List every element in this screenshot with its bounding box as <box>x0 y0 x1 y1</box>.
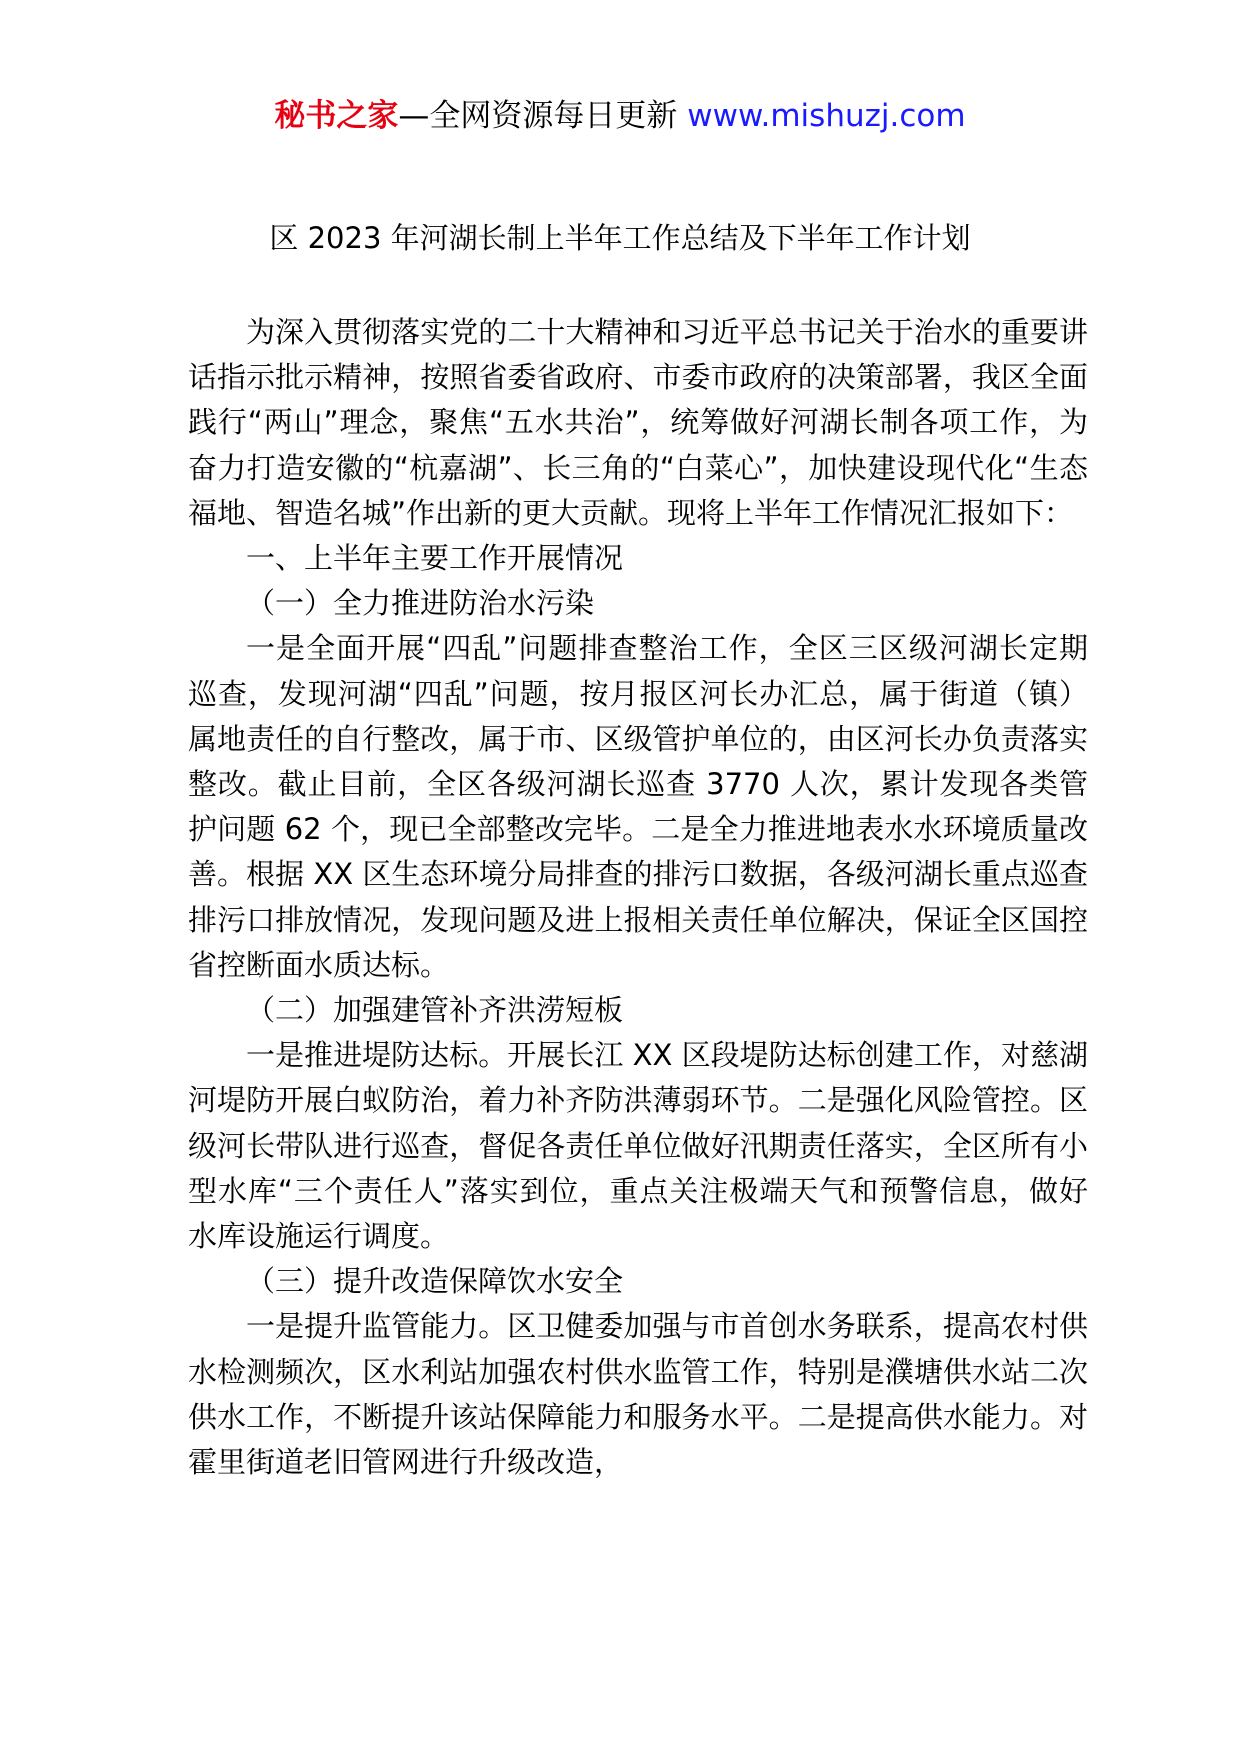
intro-paragraph: 为深入贯彻落实党的二十大精神和习近平总书记关于治水的重要讲话指示批示精神，按照省委省政府、市委市政府的决策部署，我区全面践行“两山”理念，聚焦“五水共治”，统筹做好河湖长制各项工作，为奋力打造安徽的“杭嘉湖”、长三角的“白菜心”，加快建设现代化“生态福地、智造名城”作出新的更大贡献。现将上半年工作情况汇报如下： <box>188 315 1088 530</box>
site-link[interactable]: www.mishuzj.com <box>687 98 966 134</box>
body-paragraph-1: 一是全面开展“四乱”问题排查整治工作，全区三区级河湖长定期巡查，发现河湖“四乱”问题，按月报区河长办汇总，属于街道（镇）属地责任的自行整改，属于市、区级管护单位的，由区河长办负责落实整改。截止目前，全区各级河湖长巡查 3770 人次，累计发现各类管护问题 62 个，现已全部整改完毕。二是全力推进地表水水环境质量改善。根据 XX 区生态环境分局排查的排污口数据，各级河湖长重点巡查排污口排放情况，发现问题及进上报相关责任单位解决，保证全区国控省控断面水质达标。 <box>188 631 1088 982</box>
brand-name: 秘书之家 <box>274 98 399 134</box>
document-body <box>188 310 1088 1485</box>
body-paragraph-3: 一是提升监管能力。区卫健委加强与市首创水务联系，提高农村供水检测频次，区水利站加强农村供水监管工作，特别是濮塘供水站二次供水工作，不断提升该站保障能力和服务水平。二是提高供水能力。对霍里街道老旧管网进行升级改造， <box>188 1309 1088 1480</box>
document-title: 区 2023 年河湖长制上半年工作总结及下半年工作计划 <box>269 221 971 255</box>
subsection-heading-3: （三）提升改造保障饮水安全 <box>246 1264 624 1299</box>
header-tagline: —全网资源每日更新 <box>398 98 688 134</box>
body-paragraph-2: 一是推进堤防达标。开展长江 XX 区段堤防达标创建工作，对慈湖河堤防开展白蚁防治，着力补齐防洪薄弱环节。二是强化风险管控。区级河长带队进行巡查，督促各责任单位做好汛期责任落实，全区所有小型水库“三个责任人”落实到位，重点关注极端天气和预警信息，做好水库设施运行调度。 <box>188 1038 1088 1254</box>
site-header <box>0 96 1240 136</box>
subsection-heading-1: （一）全力推进防治水污染 <box>246 586 595 621</box>
subsection-heading-2: （二）加强建管补齐洪涝短板 <box>246 993 624 1028</box>
section-heading-1: 一、上半年主要工作开展情况 <box>246 541 624 576</box>
